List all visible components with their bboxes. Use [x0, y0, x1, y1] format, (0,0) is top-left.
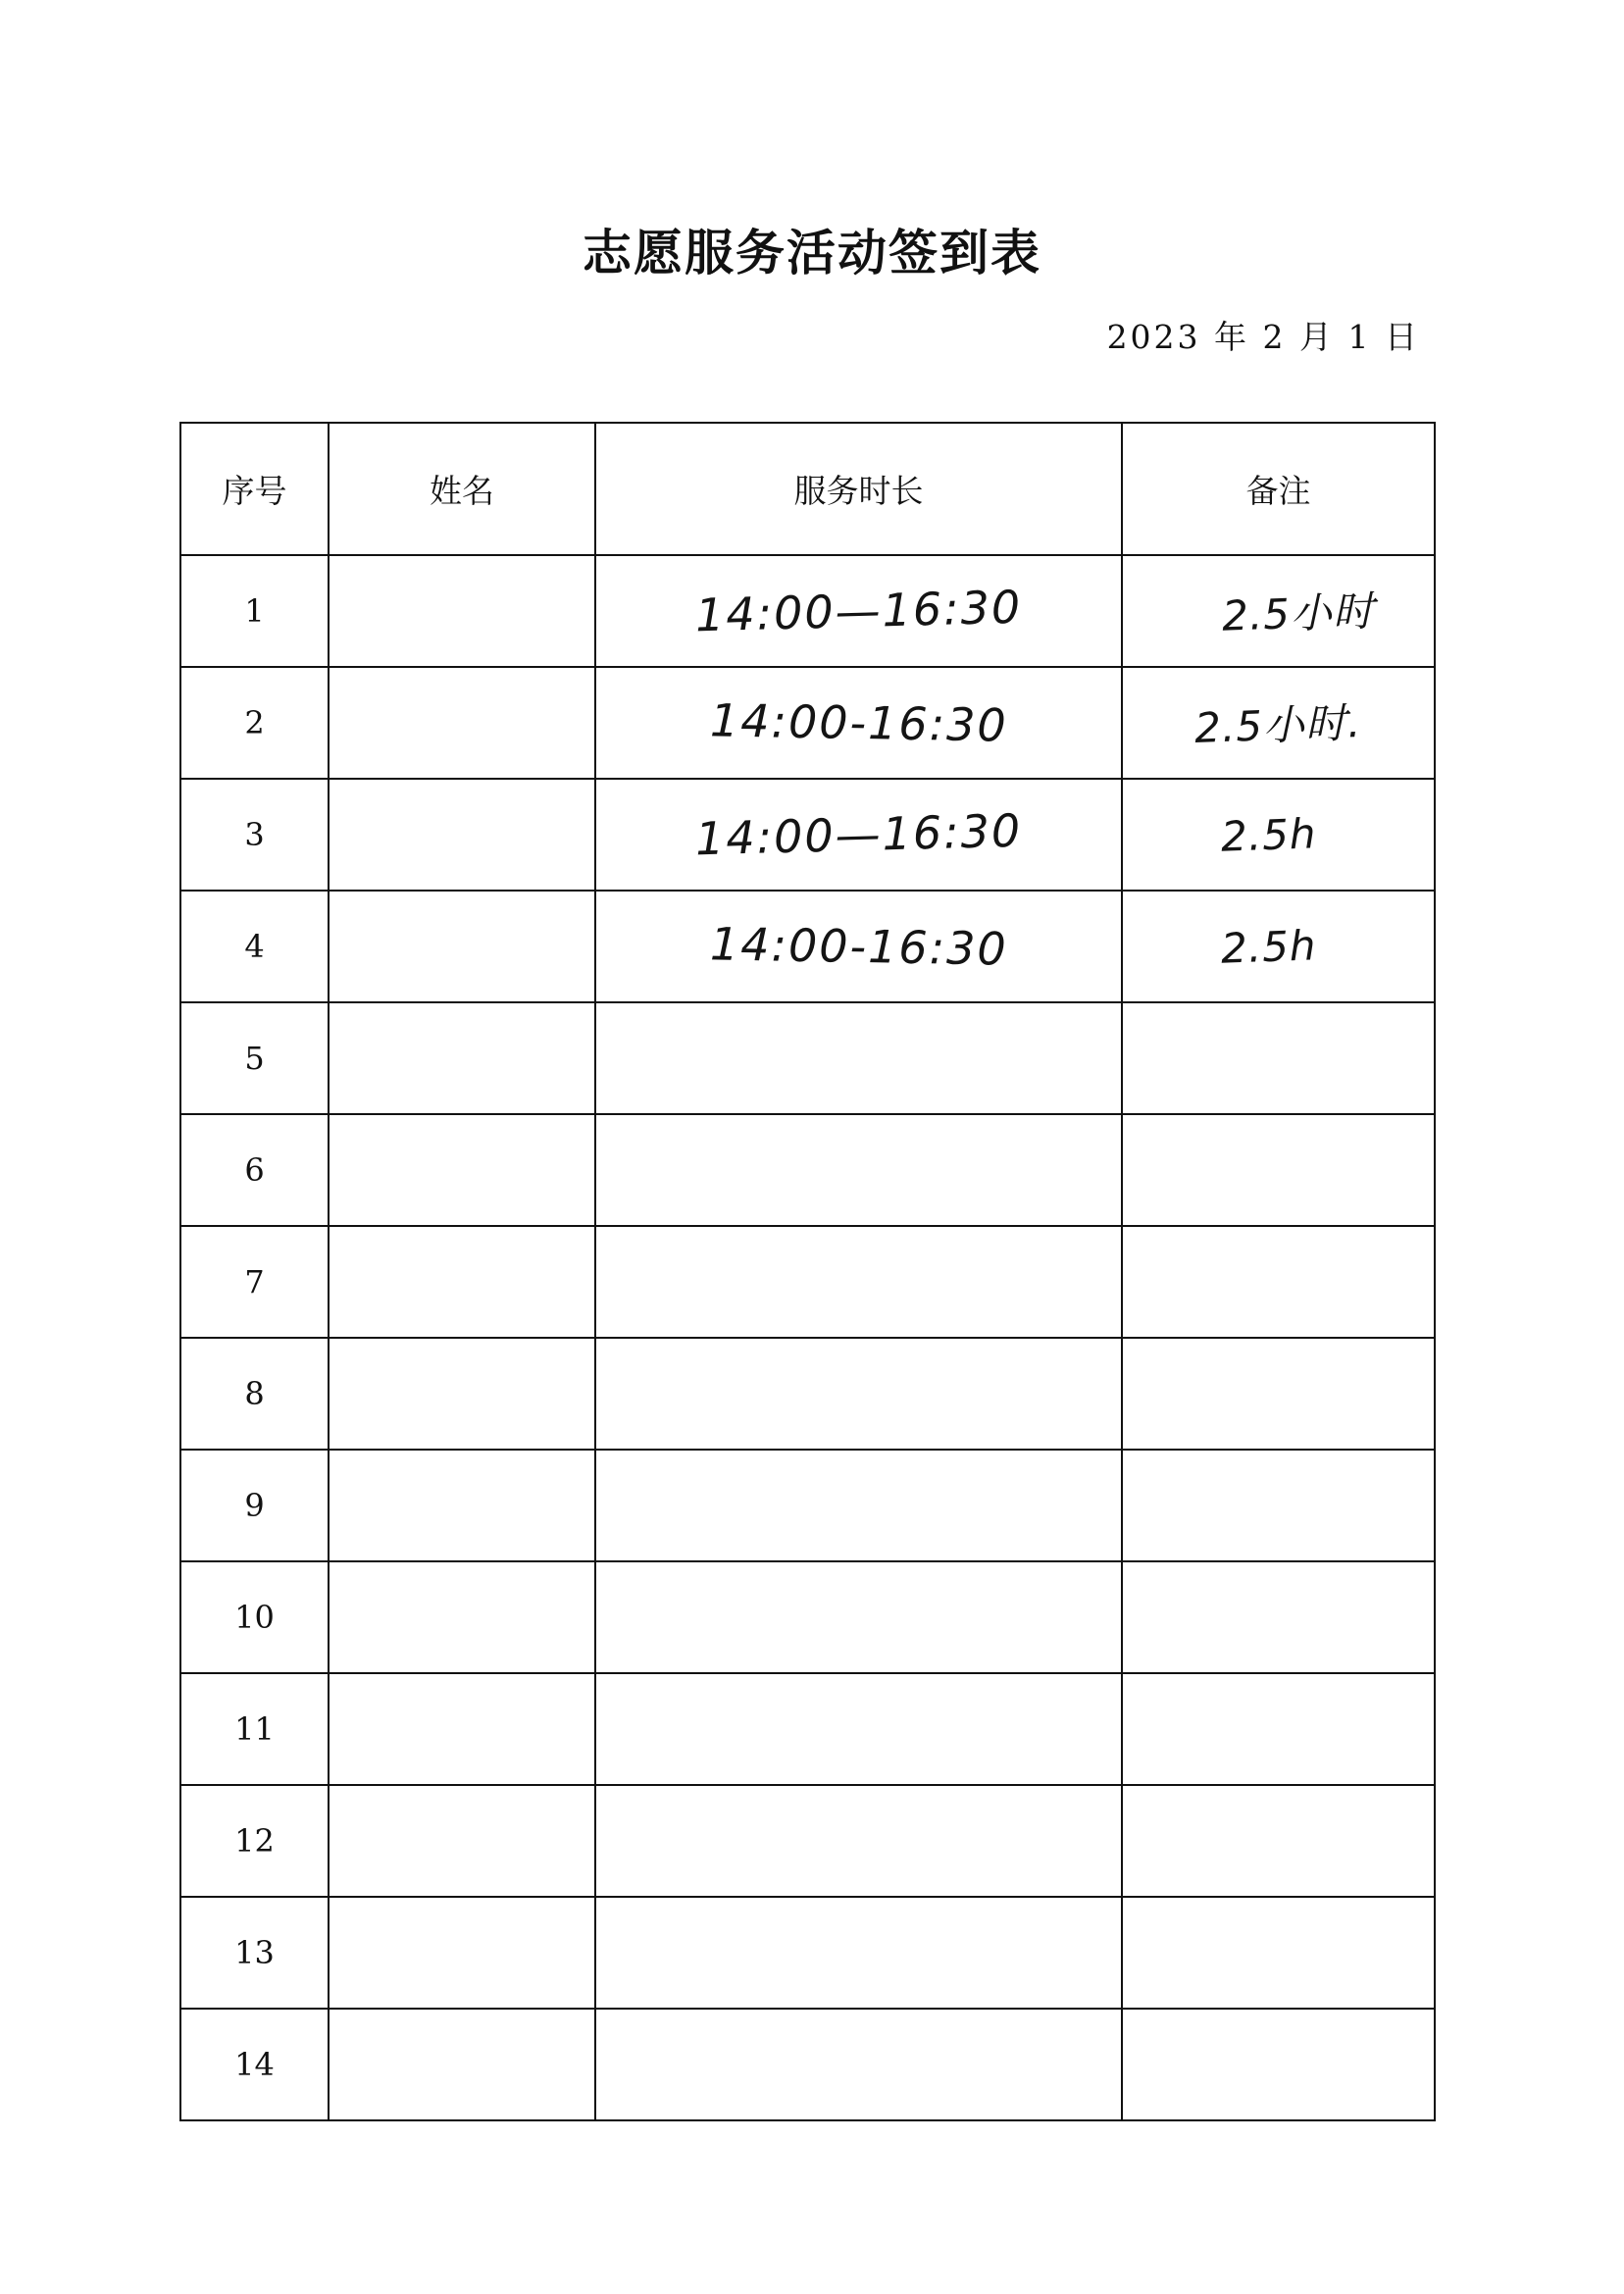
handwritten-remark: 2.5小时: [1220, 586, 1376, 640]
row-name: [329, 779, 595, 891]
row-remark: [1122, 779, 1435, 891]
signin-table: [179, 422, 1436, 2121]
header-remark: 备注: [1122, 423, 1435, 555]
handwritten-duration: 14:00-16:30: [709, 917, 1008, 976]
row-duration: [595, 1897, 1122, 2009]
row-name: [329, 1785, 595, 1897]
row-duration: [595, 1673, 1122, 1785]
row-remark: [1122, 2009, 1435, 2120]
handwritten-remark: 2.5h: [1219, 808, 1318, 861]
row-remark: [1122, 1450, 1435, 1561]
table-row: [180, 1897, 1435, 2009]
row-name: [329, 1114, 595, 1226]
row-duration: [595, 555, 1122, 667]
row-seq: 10: [180, 1561, 329, 1673]
table-row: [180, 1561, 1435, 1673]
table-row: [180, 1002, 1435, 1114]
document-date: 2023 年 2 月 1 日: [1106, 318, 1420, 356]
row-duration: [595, 1561, 1122, 1673]
header-seq: 序号: [180, 423, 329, 555]
row-seq: 13: [180, 1897, 329, 2009]
handwritten-remark: 2.5h: [1219, 920, 1318, 973]
table-row: [180, 1450, 1435, 1561]
row-seq: 7: [180, 1226, 329, 1338]
handwritten-duration: 14:00—16:30: [694, 803, 1023, 866]
row-seq: 2: [180, 667, 329, 779]
table-row: [180, 667, 1435, 779]
row-remark: [1122, 1561, 1435, 1673]
row-remark: [1122, 1785, 1435, 1897]
row-remark: [1122, 1002, 1435, 1114]
document-title: 志愿服务活动签到表: [583, 225, 1041, 281]
row-duration: [595, 1002, 1122, 1114]
row-remark: [1122, 555, 1435, 667]
row-seq: 3: [180, 779, 329, 891]
row-duration: [595, 667, 1122, 779]
row-seq: 9: [180, 1450, 329, 1561]
row-seq: 12: [180, 1785, 329, 1897]
row-duration: [595, 779, 1122, 891]
table-row: [180, 1338, 1435, 1450]
row-seq: 6: [180, 1114, 329, 1226]
row-name: [329, 1450, 595, 1561]
row-duration: [595, 1114, 1122, 1226]
table-row: [180, 1785, 1435, 1897]
row-remark: [1122, 1338, 1435, 1450]
row-remark: [1122, 1673, 1435, 1785]
row-remark: [1122, 1114, 1435, 1226]
row-name: [329, 891, 595, 1002]
table-row: [180, 1226, 1435, 1338]
row-seq: 8: [180, 1338, 329, 1450]
row-remark: [1122, 667, 1435, 779]
table-row: [180, 2009, 1435, 2120]
row-name: [329, 1673, 595, 1785]
row-name: [329, 667, 595, 779]
table-header-row: [180, 423, 1435, 555]
table-row: [180, 555, 1435, 667]
row-duration: [595, 1450, 1122, 1561]
row-duration: [595, 1338, 1122, 1450]
row-seq: 1: [180, 555, 329, 667]
handwritten-duration: 14:00-16:30: [709, 693, 1008, 752]
row-seq: 11: [180, 1673, 329, 1785]
row-seq: 14: [180, 2009, 329, 2120]
row-name: [329, 1002, 595, 1114]
row-seq: 4: [180, 891, 329, 1002]
header-name: 姓名: [329, 423, 595, 555]
row-duration: [595, 891, 1122, 1002]
row-remark: [1122, 1226, 1435, 1338]
table-row: [180, 891, 1435, 1002]
row-name: [329, 2009, 595, 2120]
handwritten-duration: 14:00—16:30: [694, 580, 1023, 642]
table-row: [180, 779, 1435, 891]
row-duration: [595, 1226, 1122, 1338]
handwritten-remark: 2.5小时.: [1193, 698, 1363, 752]
row-remark: [1122, 1897, 1435, 2009]
row-duration: [595, 1785, 1122, 1897]
row-name: [329, 555, 595, 667]
table-row: [180, 1673, 1435, 1785]
row-duration: [595, 2009, 1122, 2120]
row-seq: 5: [180, 1002, 329, 1114]
row-name: [329, 1338, 595, 1450]
row-name: [329, 1897, 595, 2009]
row-name: [329, 1561, 595, 1673]
row-remark: [1122, 891, 1435, 1002]
row-name: [329, 1226, 595, 1338]
header-duration: 服务时长: [595, 423, 1122, 555]
table-row: [180, 1114, 1435, 1226]
